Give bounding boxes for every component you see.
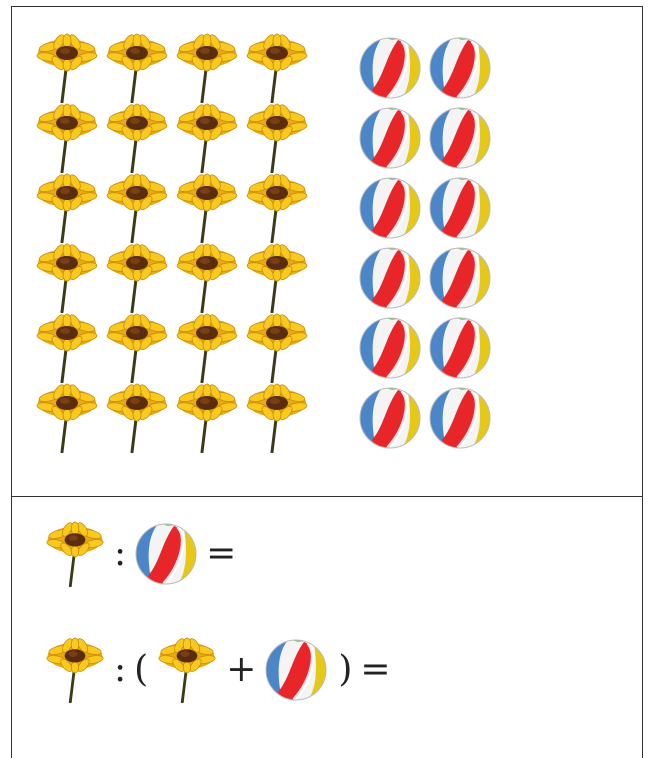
sunflower-icon: [44, 521, 106, 587]
colon-symbol: :: [114, 533, 127, 574]
sunflower-icon: [176, 33, 246, 103]
sunflower-icon: [106, 103, 176, 173]
sunflower-icon: [44, 637, 106, 703]
beach-ball-icon: [358, 316, 428, 386]
sunflower-icon: [176, 173, 246, 243]
beach-ball-icon: [358, 106, 428, 176]
sunflower-icon: [106, 173, 176, 243]
beach-ball-icon: [428, 316, 498, 386]
beach-ball-icon: [358, 176, 428, 246]
sunflower-icon: [246, 243, 316, 313]
plus-symbol: +: [226, 649, 257, 690]
beach-ball-icon: [428, 246, 498, 316]
sunflower-icon: [156, 637, 218, 703]
beach-ball-icon: [358, 36, 428, 106]
sunflower-icon: [106, 313, 176, 383]
sunflower-icon: [246, 313, 316, 383]
beach-ball-icon: [264, 638, 328, 702]
sunflower-icon: [106, 383, 176, 453]
equation-1: [44, 519, 244, 589]
sunflower-icon: [246, 173, 316, 243]
beach-ball-icon: [358, 386, 428, 456]
flower-grid: [36, 33, 316, 453]
beach-ball-icon: [358, 246, 428, 316]
sunflower-icon: [36, 173, 106, 243]
sunflower-icon: [246, 103, 316, 173]
sunflower-icon: [36, 313, 106, 383]
sunflower-icon: [176, 103, 246, 173]
sunflower-icon: [176, 313, 246, 383]
beach-ball-icon: [428, 106, 498, 176]
equations-panel: [11, 496, 643, 758]
sunflower-icon: [246, 383, 316, 453]
sunflower-icon: [106, 33, 176, 103]
equals-symbol: =: [360, 649, 391, 690]
open-paren-symbol: (: [134, 649, 149, 690]
equals-symbol: =: [206, 533, 237, 574]
close-paren-symbol: ): [338, 649, 353, 690]
sunflower-icon: [246, 33, 316, 103]
beach-ball-icon: [428, 36, 498, 106]
sunflower-icon: [36, 383, 106, 453]
equation-2: [44, 635, 399, 705]
sunflower-icon: [176, 383, 246, 453]
sunflower-icon: [36, 103, 106, 173]
beach-ball-icon: [428, 176, 498, 246]
ball-grid: [358, 36, 498, 456]
beach-ball-icon: [134, 522, 198, 586]
sunflower-icon: [36, 33, 106, 103]
sunflower-icon: [176, 243, 246, 313]
objects-panel: [11, 6, 643, 497]
colon-symbol: :: [114, 649, 127, 690]
sunflower-icon: [36, 243, 106, 313]
beach-ball-icon: [428, 386, 498, 456]
sunflower-icon: [106, 243, 176, 313]
